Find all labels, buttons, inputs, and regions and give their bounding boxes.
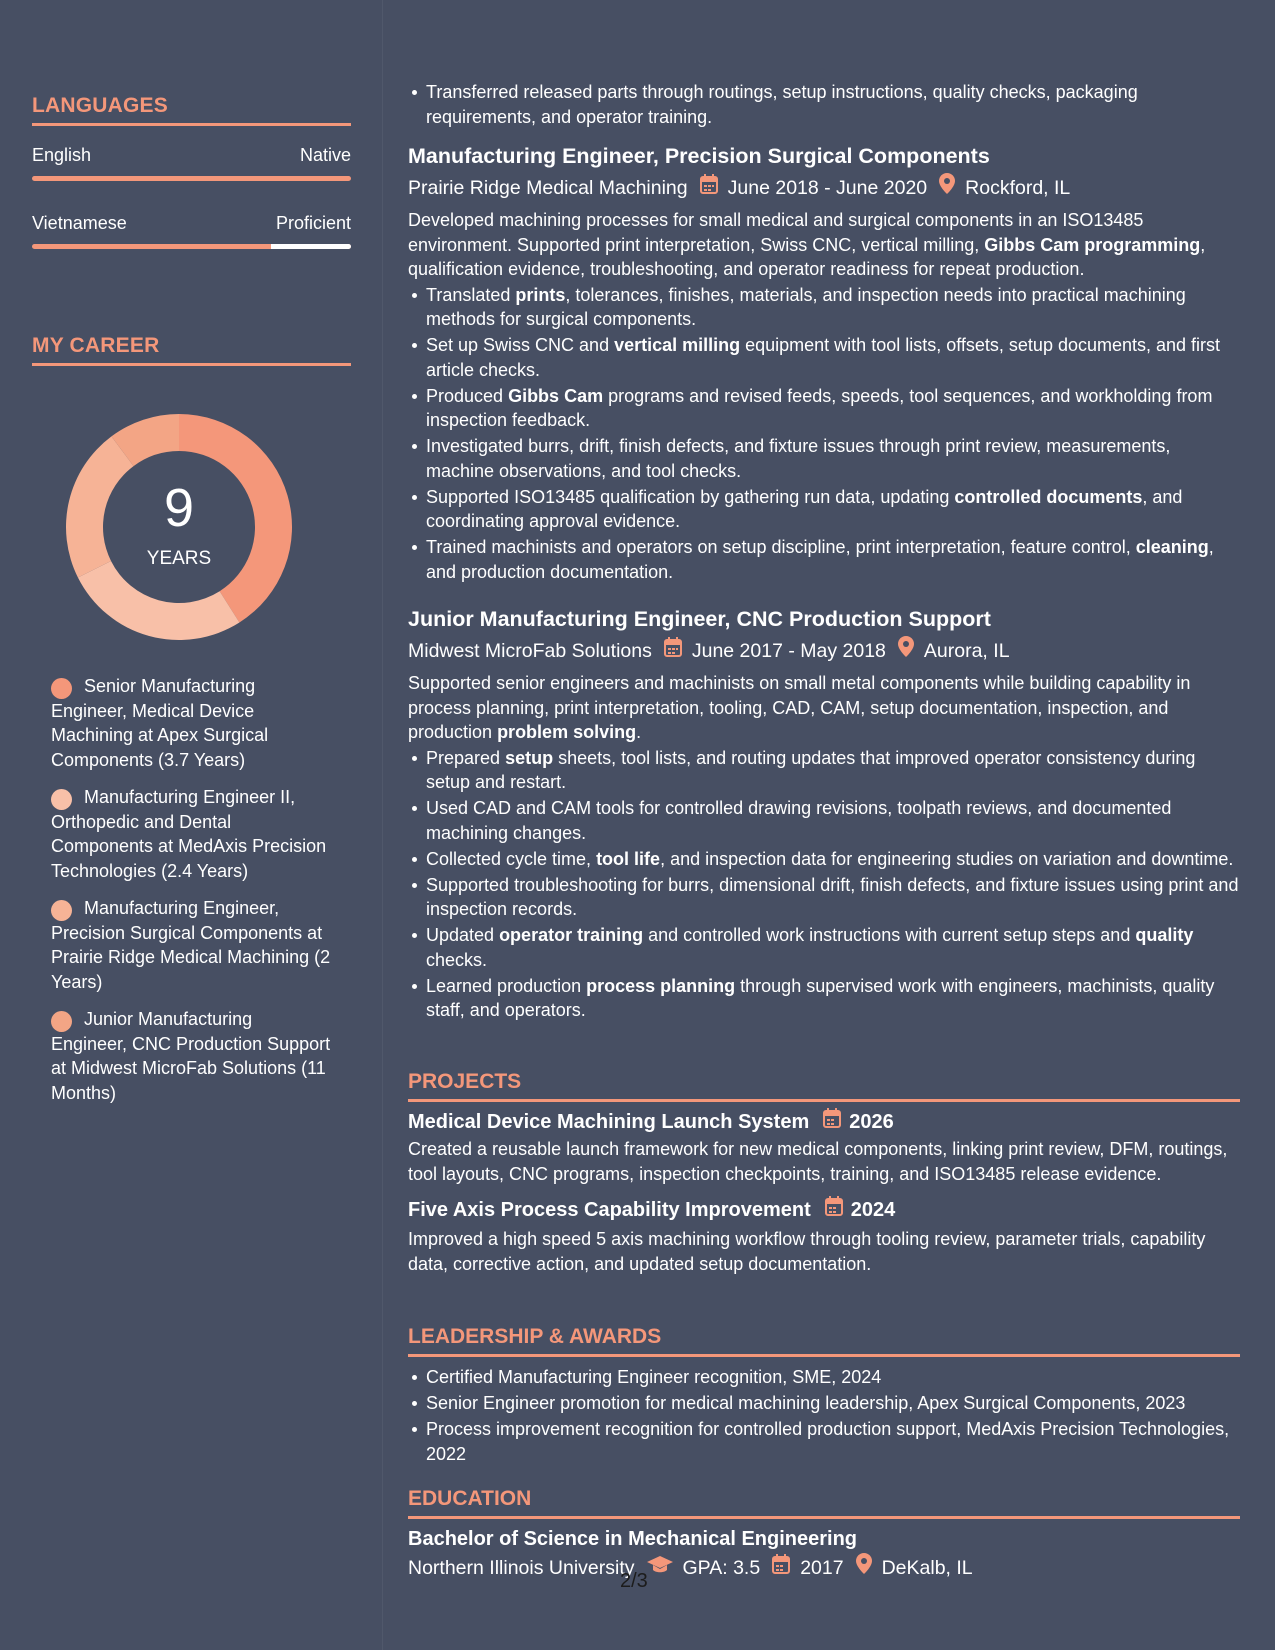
job-bullets	[408, 283, 1240, 585]
career-years-number: 9	[163, 478, 195, 538]
awards-heading: LEADERSHIP & AWARDS	[408, 1325, 1240, 1357]
calendar-icon	[825, 1196, 843, 1224]
bullet-item: Learned production process planning through supervised work with engineers, machinists, quality staff, and operators.	[426, 974, 1240, 1023]
gpa: GPA: 3.5	[682, 1556, 761, 1579]
career-item: Senior Manufacturing Engineer, Medical Device Machining at Apex Surgical Components (3.7 Years)	[51, 676, 269, 770]
career-donut-chart	[66, 414, 292, 640]
location-pin-icon	[856, 1553, 872, 1582]
job-location: Rockford, IL	[965, 176, 1071, 199]
career-item: Junior Manufacturing Engineer, CNC Production Support at Midwest MicroFab Solutions (11 Months)	[51, 1009, 331, 1103]
career-item: Manufacturing Engineer, Precision Surgical Components at Prairie Ridge Medical Machining (2 Years)	[51, 898, 331, 992]
career-color-dot	[51, 900, 72, 921]
job-bullets	[408, 746, 1240, 1023]
job-title: Manufacturing Engineer, Precision Surgical Components	[408, 144, 990, 168]
bullet-item: Trained machinists and operators on setup discipline, print interpretation, feature control, cleaning, and production documentation.	[426, 535, 1240, 584]
award-item: Certified Manufacturing Engineer recognition, SME, 2024	[426, 1365, 1240, 1390]
career-color-dot	[51, 1011, 72, 1032]
award-item: Process improvement recognition for controlled production support, MedAxis Precision Technologies, 2022	[426, 1417, 1240, 1466]
job-title: Junior Manufacturing Engineer, CNC Production Support	[408, 607, 991, 631]
bullet-item: Translated prints, tolerances, finishes, materials, and inspection needs into practical machining methods for surgical components.	[426, 283, 1240, 332]
awards-section	[408, 1325, 1240, 1468]
language-level: Native	[299, 145, 351, 165]
bullet-item: Transferred released parts through routings, setup instructions, quality checks, packaging requirements, and operator training.	[426, 80, 1240, 129]
job-dates: June 2017 - May 2018	[691, 639, 886, 662]
career-list	[51, 674, 331, 1118]
job-meta	[408, 636, 1240, 665]
languages-section	[32, 94, 351, 249]
school-name: Northern Illinois University	[408, 1556, 635, 1579]
company-name: Prairie Ridge Medical Machining	[408, 176, 688, 199]
calendar-icon	[664, 637, 682, 665]
career-section	[32, 334, 351, 366]
job-dates: June 2018 - June 2020	[727, 176, 928, 199]
bullet-item: Updated operator training and controlled work instructions with current setup steps and quality checks.	[426, 923, 1240, 972]
bullet-item: Produced Gibbs Cam programs and revised feeds, speeds, tool sequences, and workholding from inspection feedback.	[426, 384, 1240, 433]
location-pin-icon	[939, 173, 955, 202]
location-pin-icon	[898, 636, 914, 665]
language-level: Proficient	[275, 213, 351, 233]
company-name: Midwest MicroFab Solutions	[408, 639, 652, 662]
job-meta	[408, 173, 1240, 202]
awards-list	[408, 1365, 1240, 1466]
job-description: Developed machining processes for small medical and surgical components in an ISO13485 environment. Supported print interpretation, Swiss CNC, vertical milling, Gibbs Cam programming, qualification evidence, troubleshooting, and operator readiness for repeat production.	[408, 210, 1206, 279]
calendar-icon	[823, 1108, 841, 1136]
bullet-item: Prepared setup sheets, tool lists, and routing updates that improved operator consistency during setup and restart.	[426, 746, 1240, 795]
project-description: Improved a high speed 5 axis machining workflow through tooling review, parameter trials, capability data, corrective action, and updated setup documentation.	[408, 1229, 1206, 1274]
language-item	[32, 145, 351, 181]
job-entry	[408, 142, 1240, 586]
calendar-icon	[700, 174, 718, 202]
project-year: 2024	[850, 1199, 896, 1221]
bullet-item: Investigated burrs, drift, finish defects, and fixture issues through print review, measurements, machine observations, and tool checks.	[426, 434, 1240, 483]
column-divider	[382, 0, 383, 1650]
job-description: Supported senior engineers and machinists on small metal components while building capability in process planning, print interpretation, tooling, CAD, CAM, setup documentation, inspection, and production problem solving.	[408, 673, 1191, 742]
career-years-label: YEARS	[146, 548, 212, 569]
education-location: DeKalb, IL	[881, 1556, 973, 1579]
graduation-cap-icon	[647, 1554, 673, 1582]
language-proficiency-bar	[32, 244, 351, 249]
language-proficiency-bar	[32, 176, 351, 181]
projects-section	[408, 1070, 1240, 1276]
project-title-row	[408, 1196, 1240, 1224]
education-section	[408, 1487, 1240, 1582]
job-location: Aurora, IL	[923, 639, 1010, 662]
career-color-dot	[51, 678, 72, 699]
project-description: Created a reusable launch framework for new medical components, linking print review, DFM, routings, tool layouts, CNC programs, inspection checkpoints, training, and ISO13485 release evidence.	[408, 1139, 1228, 1184]
bullet-item: Collected cycle time, tool life, and inspection data for engineering studies on variation and downtime.	[426, 847, 1240, 872]
bullet-item: Supported ISO13485 qualification by gathering run data, updating controlled documents, and coordinating approval evidence.	[426, 485, 1240, 534]
project-year: 2026	[849, 1111, 894, 1133]
project-title-row	[408, 1108, 1240, 1136]
projects-heading: PROJECTS	[408, 1070, 1240, 1102]
bullet-item: Set up Swiss CNC and vertical milling equipment with tool lists, offsets, setup documents, and first article checks.	[426, 333, 1240, 382]
graduation-year: 2017	[800, 1556, 844, 1579]
career-color-dot	[51, 789, 72, 810]
language-name: English	[32, 145, 92, 165]
bullet-item: Used CAD and CAM tools for controlled drawing revisions, toolpath reviews, and documented machining changes.	[426, 796, 1240, 845]
education-heading: EDUCATION	[408, 1487, 1240, 1519]
language-name: Vietnamese	[32, 213, 127, 233]
project-name: Medical Device Machining Launch System	[408, 1111, 810, 1133]
career-heading: MY CAREER	[32, 334, 351, 366]
job-entry	[408, 605, 1240, 1024]
education-meta	[408, 1553, 1240, 1582]
award-item: Senior Engineer promotion for medical machining leadership, Apex Surgical Components, 2023	[426, 1391, 1240, 1416]
degree-title: Bachelor of Science in Mechanical Engineering	[408, 1528, 858, 1550]
career-item: Manufacturing Engineer II, Orthopedic and Dental Components at MedAxis Precision Technologies (2.4 Years)	[51, 787, 327, 881]
calendar-icon	[772, 1554, 790, 1582]
continued-bullets	[408, 80, 1240, 131]
language-item	[32, 213, 351, 249]
languages-heading: LANGUAGES	[32, 94, 351, 126]
bullet-item: Supported troubleshooting for burrs, dimensional drift, finish defects, and fixture issues using print and inspection records.	[426, 873, 1240, 922]
project-name: Five Axis Process Capability Improvement	[408, 1199, 811, 1221]
page-number: 2/3	[620, 1570, 648, 1592]
